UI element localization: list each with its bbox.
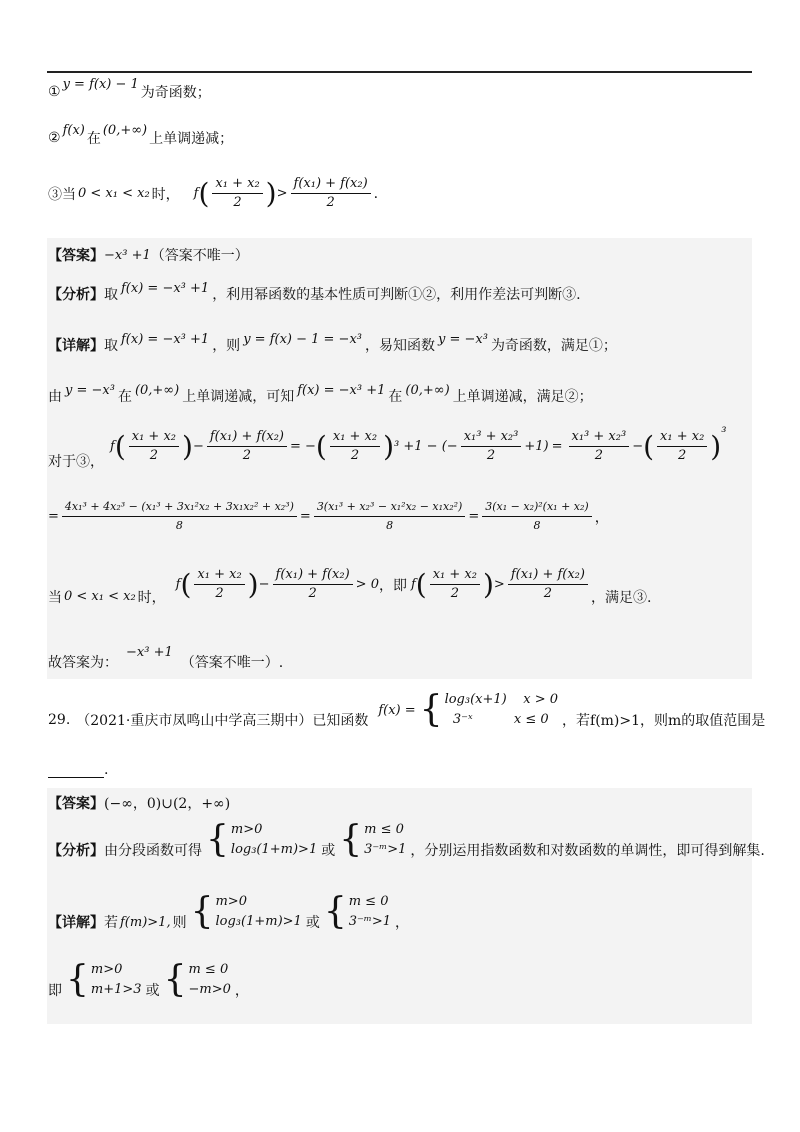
- final-note: （答案不唯一）.: [180, 655, 284, 671]
- frac-num: f(x₁) + f(x₂): [508, 566, 588, 585]
- condition-3-cond: 0 < x₁ < x₂: [78, 186, 150, 201]
- frac-den: 2: [678, 448, 687, 463]
- when-frac-4: [508, 566, 588, 603]
- analysis-text-2: ，分别运用指数函数和对数函数的单调性，即可得到解集.: [410, 843, 765, 859]
- q29-f-lhs: f(x) =: [378, 702, 416, 718]
- by-math-1: y = −x³: [65, 382, 115, 398]
- analysis-system-1: [206, 820, 317, 860]
- ji-or: 或: [145, 983, 160, 999]
- system-row-2: −m>0: [188, 982, 231, 997]
- eq-lead: =: [48, 509, 59, 524]
- frac-den: 2: [233, 195, 242, 210]
- brace-icon: {: [206, 819, 229, 860]
- system-rows: [91, 960, 142, 1000]
- condition-3-f: f: [193, 186, 199, 201]
- system-rows: [364, 820, 406, 860]
- analysis-or: 或: [321, 843, 336, 859]
- by-in-1: 在: [117, 389, 132, 405]
- q29-answer: [48, 793, 230, 813]
- for3-eq-2: =: [551, 439, 563, 454]
- when-prefix: 当: [48, 589, 62, 606]
- detail-label: 【详解】: [48, 338, 104, 354]
- eq-eq-1: =: [299, 509, 311, 524]
- gt-sign: >: [276, 186, 288, 201]
- frac-num: x₁ + x₂: [129, 428, 179, 447]
- q29-detail: [48, 892, 409, 932]
- ji-system-1: [66, 960, 142, 1000]
- eq-end: ，: [594, 509, 609, 526]
- system-row-1: m ≤ 0: [188, 962, 229, 977]
- system-rows: [215, 892, 301, 932]
- system-row-1: m ≤ 0: [364, 822, 404, 837]
- q28-answer: [48, 245, 249, 265]
- answer-math: −x³ +1: [104, 247, 151, 263]
- case-row-2: [445, 710, 558, 730]
- when-f2: f: [410, 577, 416, 592]
- system-row-1: m>0: [230, 822, 263, 837]
- brace-icon: {: [66, 959, 89, 1000]
- when-gt: >: [493, 577, 505, 592]
- for3-cube: ³: [721, 425, 727, 440]
- detail-label: 【详解】: [48, 915, 104, 931]
- for3-prefix: 对于③，: [48, 453, 104, 470]
- condition-1-text: 为奇函数；: [140, 85, 211, 101]
- condition-3-rhs-frac: [291, 175, 371, 212]
- brace-icon: {: [163, 959, 187, 1000]
- frac-den: 2: [543, 586, 553, 601]
- analysis-take: 取: [104, 287, 118, 303]
- answer-note: （答案不唯一）: [150, 248, 249, 264]
- analysis-text-1: 由分段函数可得: [104, 843, 202, 859]
- condition-2-prefix: ②: [48, 130, 61, 146]
- system-row-1: m>0: [215, 894, 247, 909]
- when-minus: −: [258, 577, 270, 592]
- for3-mid: ³ +1 − (−: [394, 439, 458, 454]
- case2-cond: x ≤ 0: [513, 712, 549, 727]
- analysis-label: 【分析】: [48, 843, 104, 859]
- system-row-1: m ≤ 0: [348, 894, 389, 909]
- system-row-2: m+1>3: [90, 982, 142, 997]
- frac-num: f(x₁) + f(x₂): [207, 428, 287, 447]
- q29-ji-line: [48, 960, 249, 1000]
- frac-den: 2: [350, 448, 360, 463]
- paren-close: ): [247, 567, 259, 601]
- case1-expr: log₃(x+1): [444, 692, 507, 707]
- condition-1-math: y = f(x) − 1: [62, 76, 139, 92]
- frac-num: 3(x₁³ + x₂³ − x₁²x₂ − x₁x₂²): [314, 498, 466, 517]
- condition-3-prefix: ③当: [48, 186, 76, 203]
- system-rows: [188, 960, 230, 1000]
- detail-then: ，则: [212, 338, 241, 354]
- frac-den: 8: [175, 519, 183, 532]
- frac-num: f(x₁) + f(x₂): [273, 566, 353, 585]
- frac-den: 8: [533, 519, 541, 532]
- by-interval-1: (0,+∞): [134, 382, 180, 398]
- q29-source: （2021·重庆市凤鸣山中学高三期中）已知函数: [76, 713, 369, 729]
- frac-den: 8: [386, 519, 394, 532]
- detail-then: 则: [172, 915, 187, 931]
- by-text-1: 上单调递减，可知: [182, 389, 295, 405]
- eq-frac-3: [482, 498, 591, 535]
- system-rows: [231, 820, 317, 860]
- q28-eq-line: [48, 498, 609, 535]
- when-shi: 时，: [137, 589, 166, 606]
- when-end: ，满足③.: [590, 589, 652, 606]
- q29-stem: [48, 690, 765, 730]
- ji-prefix: 即: [48, 983, 62, 999]
- when-ji: ，即: [378, 577, 407, 594]
- for3-frac-2: [207, 428, 287, 465]
- q29-piecewise: [420, 690, 558, 730]
- condition-2-in: 在: [86, 131, 101, 147]
- q28-when-line: [48, 566, 652, 606]
- when-cond: 0 < x₁ < x₂: [64, 589, 136, 604]
- case-rows: [445, 690, 558, 730]
- q29-number: 29.: [48, 712, 71, 728]
- q29-blank-line: [48, 762, 108, 778]
- system-row-2: log₃(1+m)>1: [215, 914, 302, 929]
- blank-end: .: [104, 762, 109, 778]
- paren-close: ): [265, 176, 277, 210]
- frac-num: x₁ + x₂: [430, 566, 480, 585]
- when-frac-3: [430, 566, 480, 603]
- frac-num: x₁ + x₂: [330, 428, 380, 447]
- paren-open: (: [180, 567, 192, 601]
- by-interval-2: (0,+∞): [405, 382, 450, 398]
- frac-num: x₁ + x₂: [194, 566, 244, 585]
- frac-num: x₁ + x₂: [212, 175, 262, 194]
- when-frac-2: [273, 566, 353, 603]
- analysis-label: 【分析】: [48, 287, 104, 303]
- q28-for3-line: [48, 425, 727, 470]
- frac-den: 2: [594, 448, 603, 463]
- q28-analysis: [48, 280, 581, 304]
- paren-close: ): [710, 429, 722, 463]
- eq-eq-2: =: [468, 509, 480, 524]
- frac-den: 2: [308, 586, 317, 601]
- frac-num: x₁³ + x₂³: [461, 428, 522, 447]
- q29-analysis: [48, 820, 765, 860]
- brace-icon: {: [190, 891, 214, 932]
- condition-2: [48, 122, 234, 148]
- detail-math-2: y = f(x) − 1 = −x³: [243, 331, 362, 347]
- analysis-system-2: [339, 820, 406, 860]
- paren-open: (: [643, 429, 655, 463]
- ji-end: ，: [234, 983, 249, 999]
- frac-den: 2: [486, 448, 496, 463]
- for3-frac-1: [129, 428, 179, 465]
- q29-stem-tail: ，若f(m)>1，则m的取值范围是: [562, 713, 766, 729]
- frac-num: 3(x₁ − x₂)²(x₁ + x₂): [482, 498, 591, 517]
- brace-icon: {: [419, 689, 443, 730]
- system-row-2: 3⁻ᵐ>1: [348, 914, 391, 929]
- q28-detail: [48, 331, 617, 355]
- by-math-2: f(x) = −x³ +1: [297, 382, 386, 398]
- paren-close: ): [182, 429, 193, 463]
- detail-if: 若: [104, 915, 118, 931]
- paren-open: (: [415, 567, 427, 601]
- paren-open: (: [198, 176, 210, 210]
- answer-label: 【答案】: [48, 248, 104, 264]
- frac-num: x₁³ + x₂³: [569, 428, 630, 447]
- analysis-text: ，利用幂函数的基本性质可判断①②，利用作差法可判断③.: [212, 287, 581, 303]
- answer-blank: [48, 763, 104, 778]
- for3-f: f: [110, 439, 115, 454]
- answer-text: (−∞，0)∪(2，+∞): [104, 796, 231, 812]
- eq-frac-1: [62, 498, 297, 535]
- detail-system-1: [191, 892, 302, 932]
- brace-icon: {: [323, 891, 347, 932]
- detail-math-3: y = −x³: [438, 331, 488, 347]
- answer-label: 【答案】: [48, 796, 104, 812]
- condition-1: [48, 76, 211, 102]
- condition-2-interval: (0,+∞): [102, 122, 148, 138]
- detail-cond: f(m)>1,: [120, 914, 171, 930]
- for3-frac-6: [657, 428, 707, 465]
- frac-num: f(x₁) + f(x₂): [291, 175, 371, 194]
- system-row-2: log₃(1+m)>1: [230, 842, 318, 857]
- eq-frac-2: [314, 498, 466, 535]
- detail-math-1: f(x) = −x³ +1: [121, 331, 210, 347]
- system-row-2: 3⁻ᵐ>1: [364, 842, 407, 857]
- when-gt0: > 0: [355, 577, 379, 592]
- detail-take: 取: [104, 338, 118, 354]
- when-frac-1: [194, 566, 244, 603]
- detail-or: 或: [305, 915, 320, 931]
- final-prefix: 故答案为：: [48, 655, 118, 671]
- condition-2-math: f(x): [62, 122, 85, 138]
- by-in-2: 在: [388, 389, 403, 405]
- when-f: f: [175, 577, 181, 592]
- frac-num: 4x₁³ + 4x₂³ − (x₁³ + 3x₁²x₂ + 3x₁x₂² + x₂³): [62, 498, 297, 517]
- frac-den: 2: [242, 448, 252, 463]
- q28-final: [48, 642, 284, 671]
- frac-den: 2: [149, 448, 159, 463]
- for3-frac-5: [569, 428, 630, 465]
- q28-by-line: [48, 382, 593, 406]
- frac-den: 2: [450, 586, 459, 601]
- paren-close: ): [482, 567, 494, 601]
- frac-num: x₁ + x₂: [657, 428, 707, 447]
- ji-system-2: [164, 960, 231, 1000]
- paren-open: (: [114, 429, 126, 463]
- condition-1-prefix: ①: [48, 84, 61, 100]
- for3-frac-3: [330, 428, 380, 465]
- case1-cond: x > 0: [523, 692, 559, 707]
- for3-eq-1: = −: [290, 439, 316, 454]
- condition-3-lhs-frac: [212, 175, 262, 212]
- for3-plus1: +1): [524, 439, 549, 454]
- condition-3-shi: 时，: [151, 186, 180, 203]
- system-rows: [349, 892, 391, 932]
- detail-end: ，: [395, 915, 409, 931]
- for3-minus: −: [192, 439, 204, 454]
- case-row-1: [445, 690, 558, 710]
- condition-3: [48, 175, 378, 212]
- by-text-2: 上单调递减，满足②；: [452, 389, 593, 405]
- condition-3-end: .: [373, 185, 379, 202]
- paren-open: (: [315, 429, 327, 463]
- detail-system-2: [324, 892, 391, 932]
- analysis-math: f(x) = −x³ +1: [121, 280, 210, 296]
- condition-2-text: 上单调递减；: [149, 131, 234, 147]
- brace-icon: {: [339, 819, 363, 860]
- final-math: −x³ +1: [126, 644, 173, 660]
- case2-expr: 3⁻ˣ: [452, 712, 473, 727]
- frac-den: 2: [326, 195, 335, 210]
- page-top-rule: [47, 71, 752, 73]
- by-prefix: 由: [48, 389, 62, 405]
- detail-odd: 为奇函数，满足①；: [490, 338, 617, 354]
- for3-frac-4: [461, 428, 522, 465]
- detail-easy: ，易知函数: [365, 338, 435, 354]
- system-row-1: m>0: [90, 962, 123, 977]
- for3-minus-2: −: [632, 439, 644, 454]
- paren-close: ): [383, 429, 395, 463]
- frac-den: 2: [215, 586, 224, 601]
